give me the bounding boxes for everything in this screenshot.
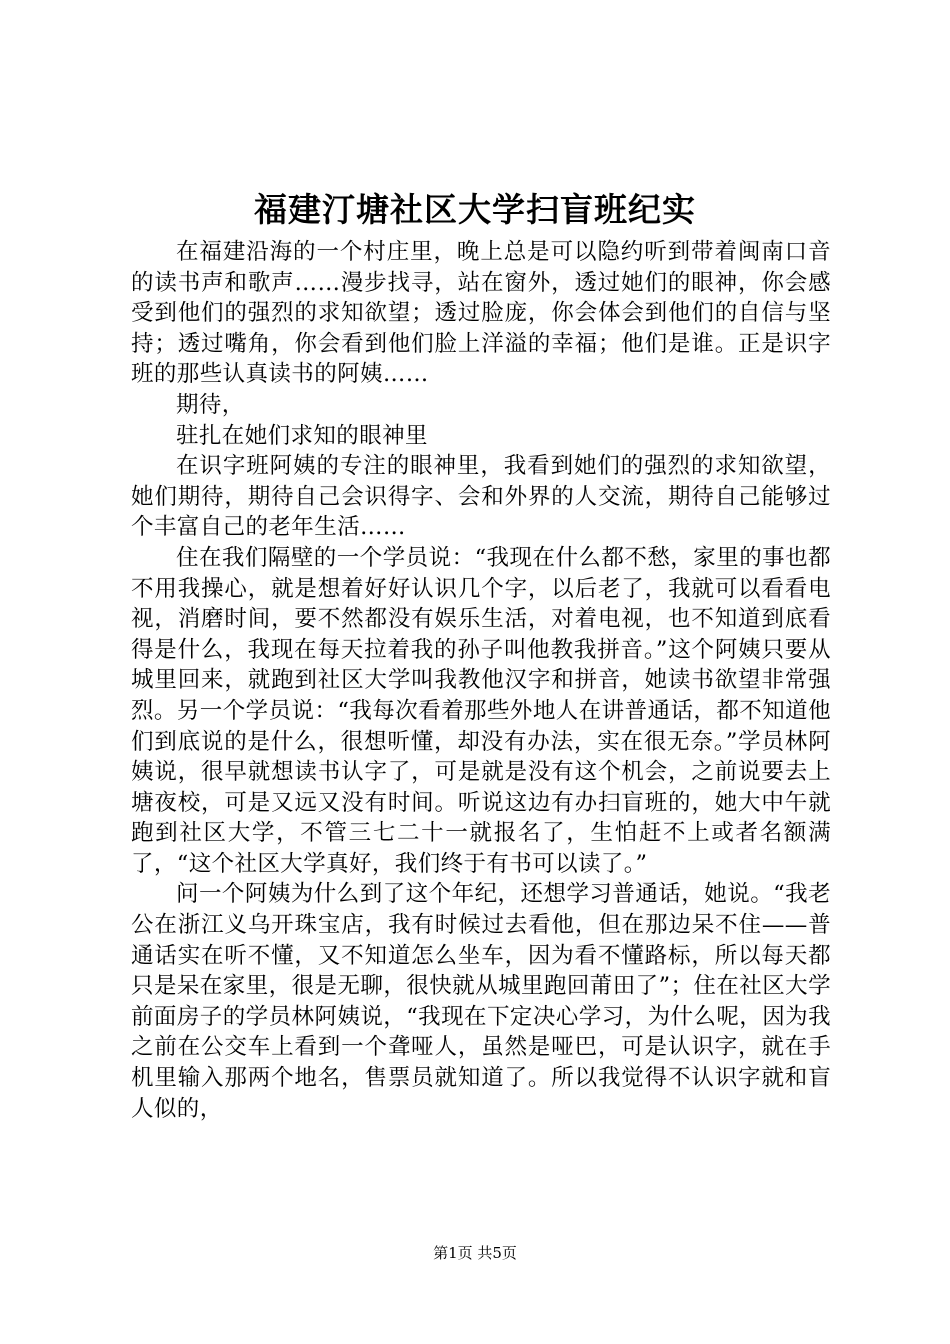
paragraph-expectation: 期待， [176, 391, 245, 418]
paragraph-mandarin-question: 问一个阿姨为什么到了这个年纪，还想学习普通话，她说。“我老公在浙江义乌开珠宝店，我有时候过去看他，但在那边呆不住——普通话实在听不懂，又不知道怎么坐车，因为看不懂路标，所以每天都只是呆在家里，很是无聊，很快就从城里跑回莆田了”；住在社区大学前面房子的学员林阿姨说，“我现在下定决心学习，为什么呢，因为我之前在公交车上看到一个聋哑人，虽然是哑巴，可是认识字，就在手机里输入那两个地名，售票员就知道了。所以我觉得不认识字就和盲人似的， [131, 881, 831, 1122]
page-footer: 第1页 共5页 [433, 1244, 517, 1262]
page-title: 福建汀塘社区大学扫盲班纪实 [254, 190, 696, 229]
paragraph-intro: 在福建沿海的一个村庄里，晚上总是可以隐约听到带着闽南口音的读书声和歌声……漫步找寻，站在窗外，透过她们的眼神，你会感受到他们的强烈的求知欲望；透过脸庞，你会体会到他们的自信与坚持；透过嘴角，你会看到他们脸上洋溢的幸福；他们是谁。正是识字班的那些认真读书的阿姨…… [131, 239, 831, 388]
paragraph-eyes: 在识字班阿姨的专注的眼神里，我看到她们的强烈的求知欲望，她们期待，期待自己会识得字、会和外界的人交流，期待自己能够过个丰富自己的老年生活…… [131, 453, 831, 541]
paragraph-subheading: 驻扎在她们求知的眼神里 [176, 422, 428, 449]
article-body [131, 237, 831, 1124]
paragraph-neighbor-student: 住在我们隔壁的一个学员说：“我现在什么都不愁，家里的事也都不用我操心，就是想着好好认识几个字，以后老了，我就可以看看电视，消磨时间，要不然都没有娱乐生活，对着电视，也不知道到底看得是什么，我现在每天拉着我的孙子叫他教我拼音。”这个阿姨只要从城里回来，就跑到社区大学叫我教他汉字和拼音，她读书欲望非常强烈。另一个学员说：“我每次看着那些外地人在讲普通话，都不知道他们到底说的是什么，很想听懂，却没有办法，实在很无奈。”学员林阿姨说，很早就想读书认字了，可是就是没有这个机会，之前说要去上塘夜校，可是又远又没有时间。听说这边有办扫盲班的，她大中午就跑到社区大学，不管三七二十一就报名了，生怕赶不上或者名额满了，“这个社区大学真好，我们终于有书可以读了。” [131, 544, 831, 877]
